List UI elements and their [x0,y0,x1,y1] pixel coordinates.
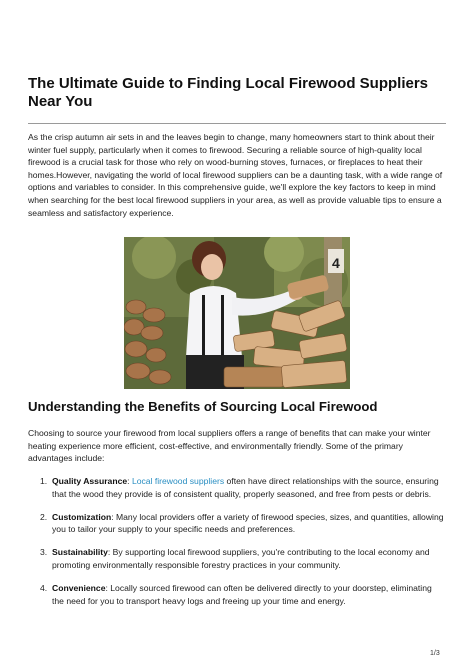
list-item-number: 2. [40,511,48,522]
page-number: 1/3 [430,650,440,657]
list-item-number: 4. [40,582,48,593]
list-item-separator: : [127,476,132,486]
intro-paragraph: As the crisp autumn air sets in and the leaves begin to change, many homeowners start to think about their winter fuel supply, particularly when it comes to firewood. Securing a reliable source of high-quality local firewood is a crucial task for those who rely on wood-burning stoves, furnaces, or fireplaces to heat their homes.However, navigating the world of local firewood suppliers can be a daunting task, with a wide range of options and variables to consider. In this comprehensive guide, we'll explore the key factors to keep in mind when searching for the best local firewood suppliers in your area, as well as provide valuable tips to ensure a seamless and satisfactory experience. [28,132,443,218]
list-item-term: Customization [52,511,112,522]
list-item-separator: : [105,582,111,593]
list-item-term: Sustainability [52,547,108,558]
title-divider [28,123,446,124]
photo-sign-number: 4 [332,255,340,271]
list-item-text: Locally sourced firewood can often be delivered directly to your doorstep, eliminating the need for you to transport heavy logs and freeing up your time and energy. [52,582,432,606]
list-item-separator: : [111,511,116,522]
advantages-list [36,475,446,617]
section-lead-paragraph: Choosing to source your firewood from local suppliers offers a range of benefits that can make your winter heating experience more efficient, cost-effective, and environmentally friendly. Some of the primary advantages include: [28,428,431,464]
list-item-text: Many local providers offer a variety of firewood species, sizes, and quantities, allowing you to tailor your supply to your specific needs and preferences. [52,511,444,535]
page-title: The Ultimate Guide to Finding Local Firewood Suppliers Near You [28,75,429,110]
list-item-text: By supporting local firewood suppliers, you're contributing to the local economy and promoting environmentally responsible forestry practices in your community. [52,547,430,570]
list-item-term: Quality Assurance [52,476,128,486]
list-item-number: 3. [40,547,48,558]
list-item [36,582,446,608]
list-item [36,546,446,572]
woman-stacking-firewood-photo [124,237,350,389]
list-item [36,475,446,501]
list-item [36,511,446,537]
list-item-term: Convenience [52,582,106,593]
list-item-separator: : [107,547,113,558]
list-item-number: 1. [40,476,48,486]
list-item-text: often have direct relationships with the source, ensuring that the wood they provide is of consistent quality, properly seasoned, and free from pests or debris. [52,476,439,499]
local-firewood-suppliers-link[interactable]: Local firewood suppliers [131,476,225,486]
section-heading: Understanding the Benefits of Sourcing Local Firewood [28,399,378,414]
